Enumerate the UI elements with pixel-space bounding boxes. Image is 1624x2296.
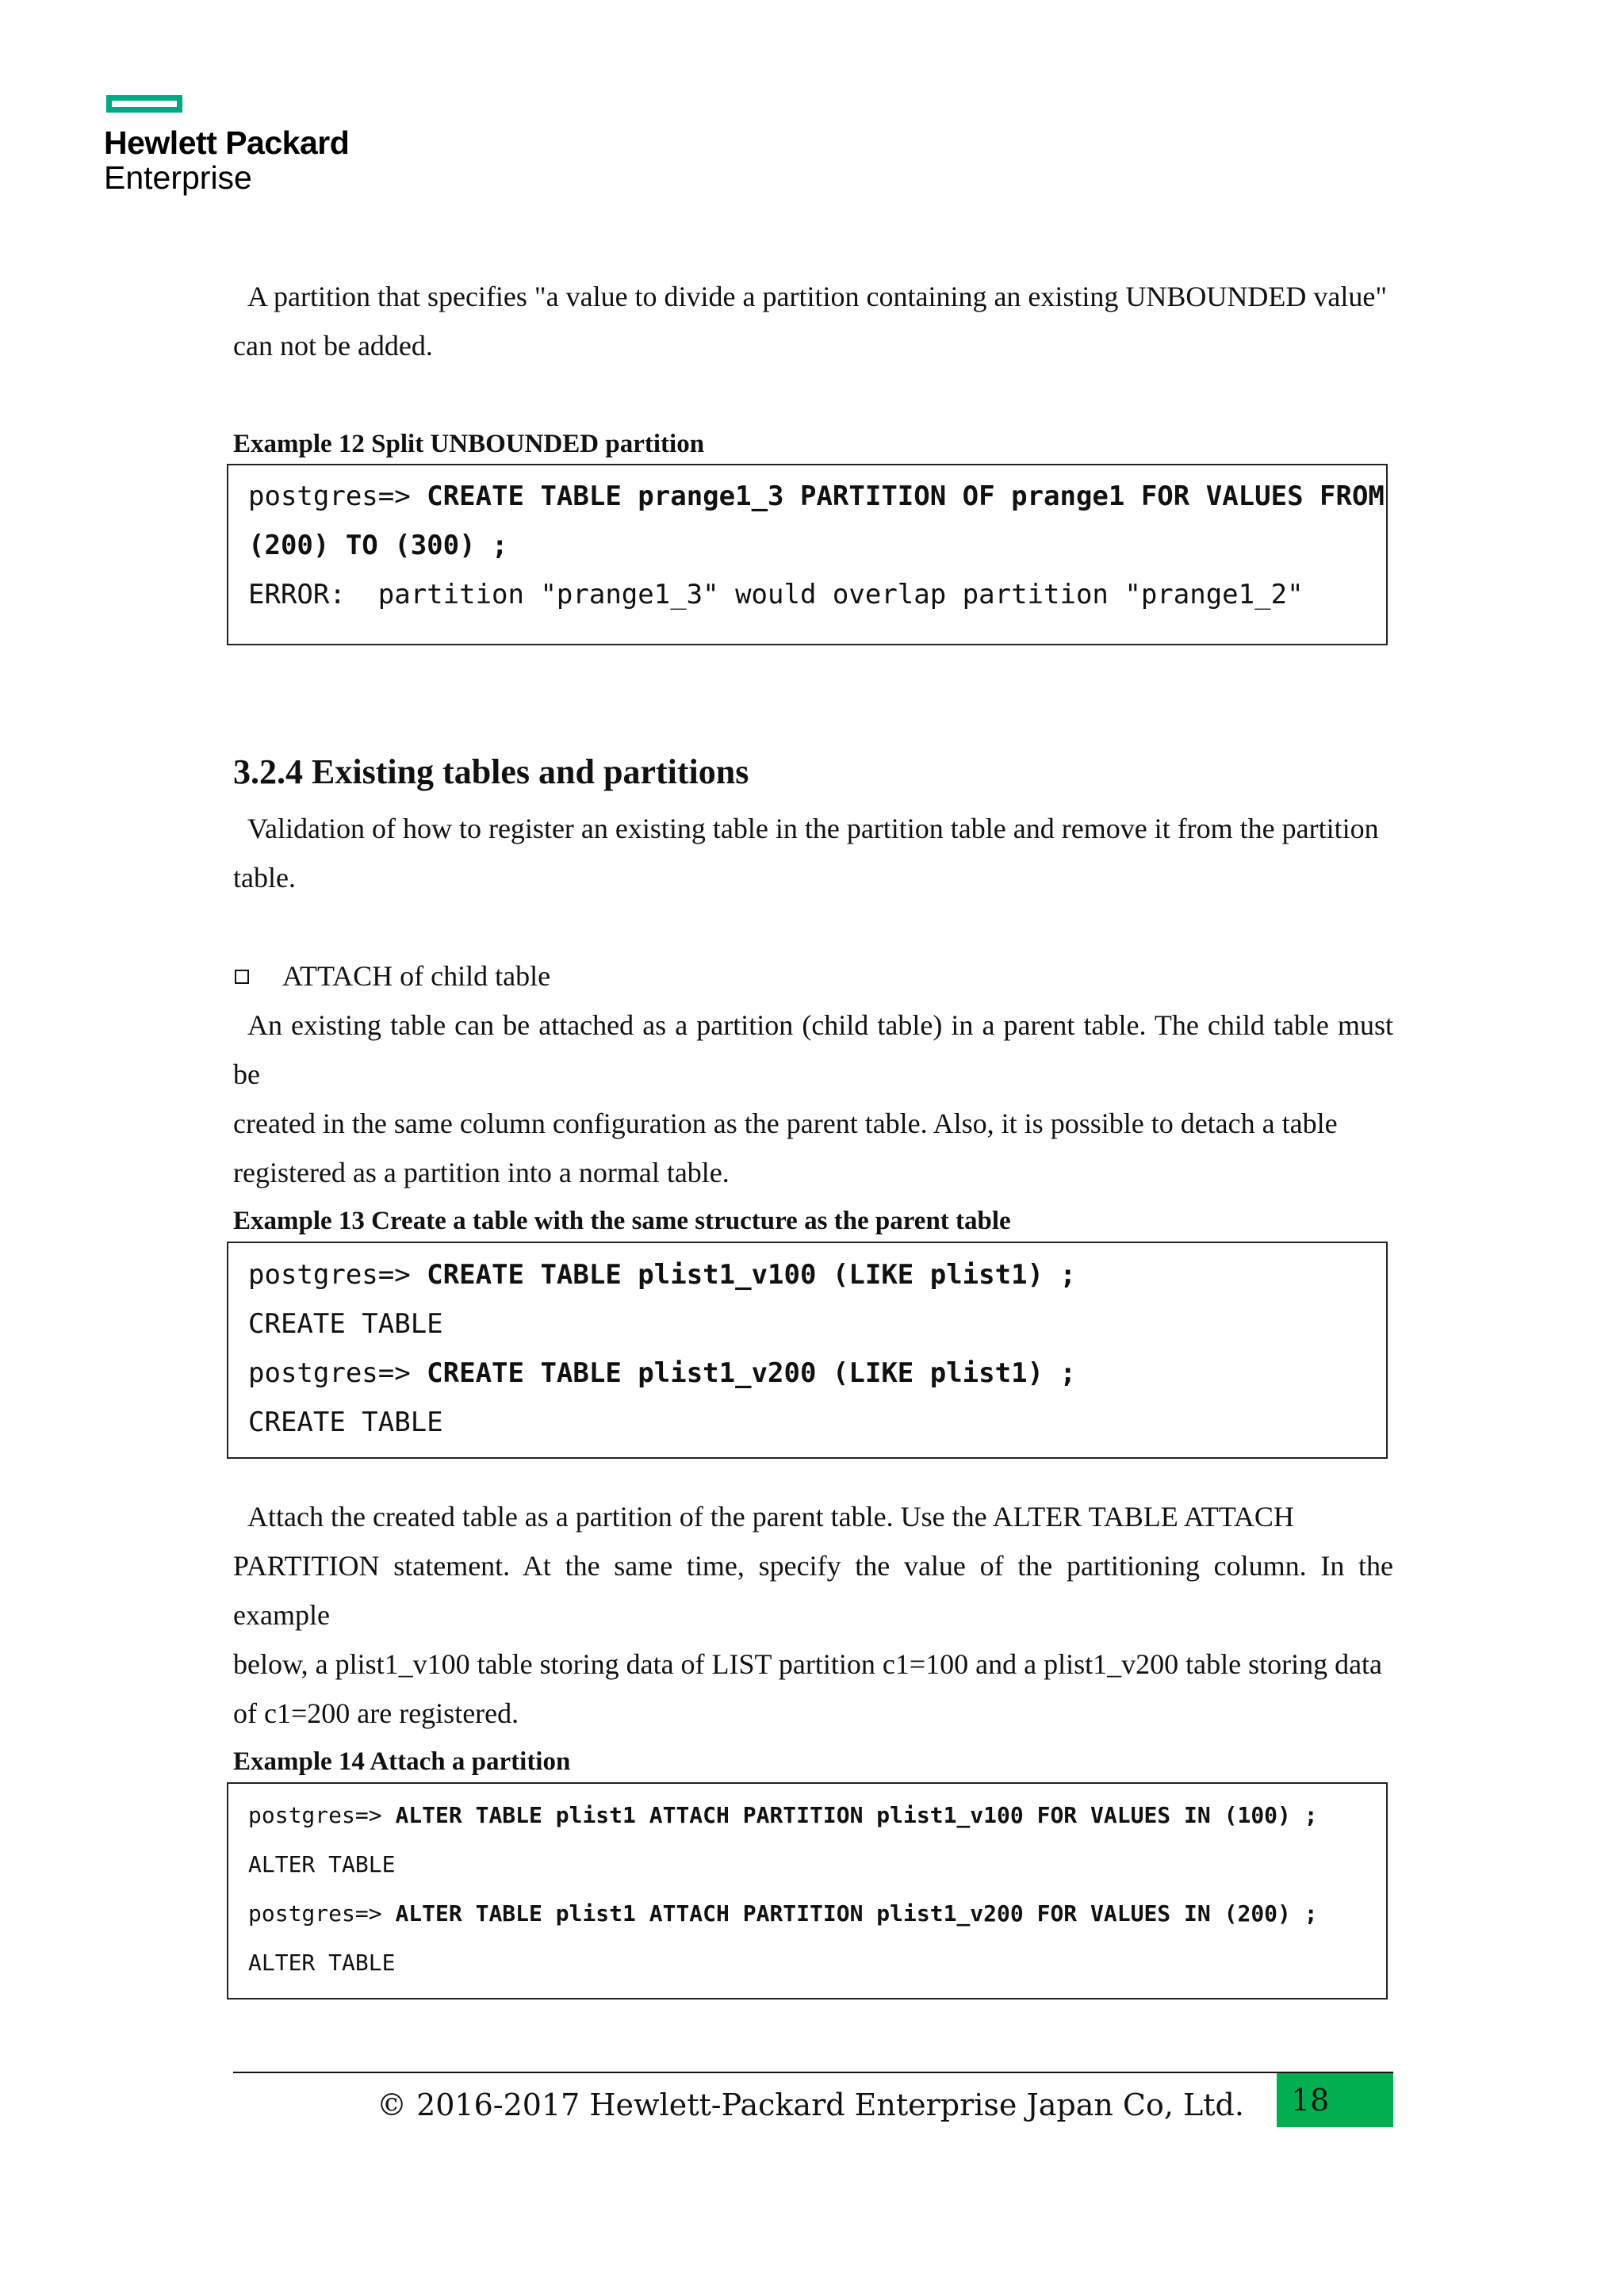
- code-line: CREATE TABLE: [248, 1308, 443, 1340]
- attach-line2: created in the same column configuration as the parent table. Also, it is possible to detach a table: [233, 1108, 1338, 1139]
- page-number: 18: [1277, 2073, 1393, 2127]
- bullet-box-icon: [235, 970, 249, 984]
- example12-code-block: [227, 464, 1388, 645]
- attach-line3: registered as a partition into a normal table.: [233, 1157, 730, 1188]
- example13-caption: Example 13 Create a table with the same structure as the parent table: [233, 1207, 1011, 1235]
- intro-line1: A partition that specifies "a value to divide a partition containing an existing UNBOUNDED value": [247, 281, 1388, 312]
- attach-paragraph-2: [233, 1492, 1393, 1738]
- code-line: postgres=> CREATE TABLE plist1_v200 (LIKE plist1) ;: [248, 1357, 1076, 1389]
- code-line: ERROR: partition "prange1_3" would overlap partition "prange1_2": [248, 579, 1304, 610]
- attach-section: [233, 951, 1393, 1197]
- intro-paragraph: [233, 272, 1393, 370]
- bullet-label: ATTACH of child table: [282, 960, 551, 992]
- footer-copyright: © 2016-2017 Hewlett-Packard Enterprise Japan Co, Ltd.: [377, 2087, 1244, 2122]
- code-line: CREATE TABLE: [248, 1406, 443, 1438]
- attach2-line4: of c1=200 are registered.: [233, 1697, 519, 1729]
- hpe-logo: [104, 125, 349, 195]
- section-line2: table.: [233, 862, 296, 894]
- code-line: postgres=> CREATE TABLE plist1_v100 (LIKE plist1) ;: [248, 1259, 1076, 1291]
- example12-caption: Example 12 Split UNBOUNDED partition: [233, 430, 705, 458]
- example14-code-block: [227, 1782, 1388, 1999]
- code-line: ALTER TABLE: [248, 1851, 396, 1877]
- example13-code-block: [227, 1242, 1388, 1459]
- intro-line2: can not be added.: [233, 330, 433, 362]
- attach-line1: An existing table can be attached as a partition (child table) in a parent table. The child table must be: [233, 1009, 1393, 1090]
- code-line: postgres=> ALTER TABLE plist1 ATTACH PARTITION plist1_v200 FOR VALUES IN (200) ;: [248, 1900, 1318, 1927]
- section-line1: Validation of how to register an existing table in the partition table and remove it from the partition: [247, 813, 1379, 844]
- hpe-logo-bar: [106, 95, 182, 113]
- attach2-line3: below, a plist1_v100 table storing data of LIST partition c1=100 and a plist1_v200 table storing data: [233, 1648, 1383, 1680]
- attach2-line1: Attach the created table as a partition of the parent table. Use the ALTER TABLE ATTACH: [247, 1501, 1294, 1533]
- section-paragraph: [233, 804, 1393, 902]
- code-line: (200) TO (300) ;: [248, 530, 508, 561]
- attach2-line2: PARTITION statement. At the same time, specify the value of the partitioning column. In the example: [233, 1550, 1393, 1631]
- logo-line1: Hewlett Packard: [104, 124, 350, 161]
- footer-divider: [233, 2072, 1393, 2073]
- section-heading: 3.2.4 Existing tables and partitions: [233, 752, 749, 791]
- code-line: postgres=> CREATE TABLE prange1_3 PARTITION OF prange1 FOR VALUES FROM: [248, 480, 1385, 512]
- code-line: ALTER TABLE: [248, 1950, 396, 1976]
- code-line: postgres=> ALTER TABLE plist1 ATTACH PARTITION plist1_v100 FOR VALUES IN (100) ;: [248, 1802, 1318, 1828]
- logo-line2: Enterprise: [104, 159, 252, 196]
- example14-caption: Example 14 Attach a partition: [233, 1747, 571, 1776]
